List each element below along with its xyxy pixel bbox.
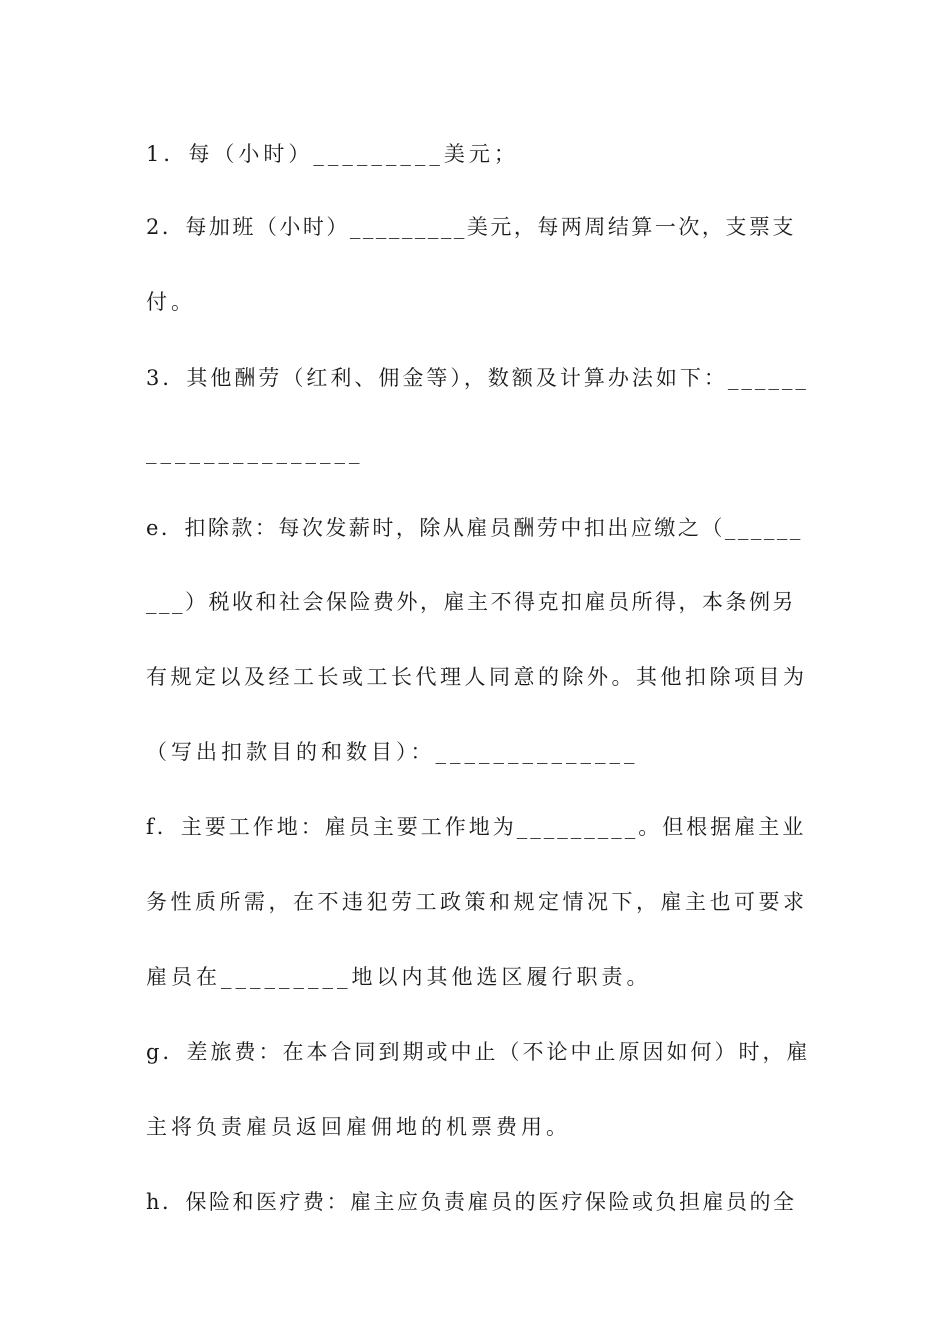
clause-overtime-wage-cont: 付。 (146, 290, 196, 314)
clause-deductions-cont-2: 有规定以及经工长或工长代理人同意的除外。其他扣除项目为 (146, 665, 808, 689)
clause-deductions-cont-1: ___）税收和社会保险费外，雇主不得克扣雇员所得，本条例另 (146, 590, 796, 614)
clause-travel-cont: 主将负责雇员返回雇佣地的机票费用。 (146, 1115, 571, 1139)
clause-workplace-cont-1: 务性质所需，在不违犯劳工政策和规定情况下，雇主也可要求 (146, 890, 808, 914)
clause-deductions: e．扣除款：每次发薪时，除从雇员酬劳中扣出应缴之（______ (146, 516, 803, 540)
clause-insurance: h．保险和医疗费：雇主应负责雇员的医疗保险或负担雇员的全 (146, 1190, 797, 1214)
clause-workplace-cont-2: 雇员在_________地以内其他选区履行职责。 (146, 965, 652, 989)
clause-workplace: f．主要工作地：雇员主要工作地为_________。但根据雇主业 (146, 815, 807, 839)
clause-hourly-wage: 1．每（小时）_________美元； (146, 142, 519, 166)
clause-travel: g．差旅费：在本合同到期或中止（不论中止原因如何）时，雇 (146, 1040, 811, 1064)
clause-deductions-cont-3: （写出扣款目的和数目）：______________ (146, 740, 639, 764)
clause-overtime-wage: 2．每加班（小时）_________美元，每两周结算一次，支票支 (146, 215, 796, 239)
clause-other-pay-blank: _______________ (146, 440, 364, 464)
clause-other-pay: 3．其他酬劳（红利、佣金等），数额及计算办法如下：______ (146, 366, 809, 390)
